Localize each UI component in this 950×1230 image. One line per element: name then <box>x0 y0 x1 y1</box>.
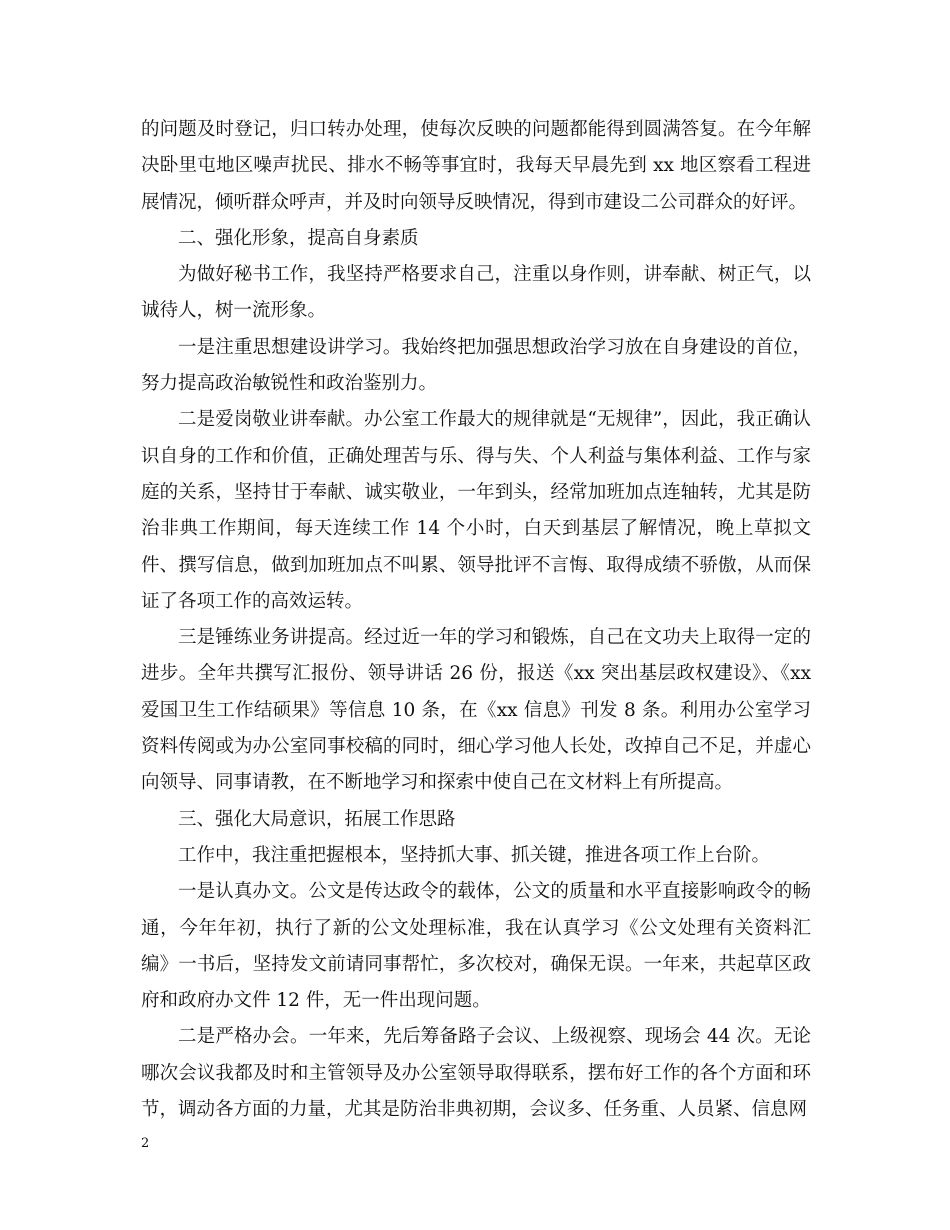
paragraph: 的问题及时登记，归口转办处理，使每次反映的问题都能得到圆满答复。在今年解决卧里屯地区噪声扰民、排水不畅等事宜时，我每天早晨先到 xx 地区察看工程进展情况，倾听群众呼声，并及时向领导反映情况，得到市建设二公司群众的好评。 <box>141 119 811 213</box>
document-body <box>141 112 811 1128</box>
paragraph: 工作中，我注重把握根本，坚持抓大事、抓关键，推进各项工作上台阶。 <box>178 844 771 866</box>
section-heading: 二、强化形象，提高自身素质 <box>178 227 419 249</box>
section-heading: 三、强化大局意识，拓展工作思路 <box>178 808 456 830</box>
page-number: 2 <box>141 1136 150 1151</box>
paragraph: 一是注重思想建设讲学习。我始终把加强思想政治学习放在自身建设的首位，努力提高政治敏锐性和政治鉴别力。 <box>141 336 811 395</box>
paragraph: 二是严格办会。一年来，先后筹备路子会议、上级视察、现场会 44 次。无论哪次会议我都及时和主管领导及办公室领导取得联系，摆布好工作的各个方面和环节，调动各方面的力量，尤其是防治非典初期，会议多、任务重、人员紧、信息网 <box>141 1026 811 1121</box>
paragraph: 一是认真办文。公文是传达政令的载体，公文的质量和水平直接影响政令的畅通，今年年初，执行了新的公文处理标准，我在认真学习《公文处理有关资料汇编》一书后，坚持发文前请同事帮忙，多次校对，确保无误。一年来，共起草区政府和政府办文件 12 件，无一件出现问题。 <box>141 881 811 1012</box>
paragraph: 二是爱岗敬业讲奉献。办公室工作最大的规律就是“无规律”，因此，我正确认识自身的工作和价值，正确处理苦与乐、得与失、个人利益与集体利益、工作与家庭的关系，坚持甘于奉献、诚实敬业，一年到头，经常加班加点连轴转，尤其是防治非典工作期间，每天连续工作 14 个小时，白天到基层了解情况，晚上草拟文件、撰写信息，做到加班加点不叫累、领导批评不言悔、取得成绩不骄傲，从而保证了各项工作的高效运转。 <box>141 409 811 612</box>
paragraph: 三是锤练业务讲提高。经过近一年的学习和锻炼，自己在文功夫上取得一定的进步。全年共撰写汇报份、领导讲话 26 份，报送《xx 突出基层政权建设》、《xx 爱国卫生工作结硕果》等信息 10 条，在《xx 信息》刊发 8 条。利用办公室学习资料传阅或为办公室同事校稿的同时，细心学习他人长处，改掉自己不足，并虚心向领导、同事请教，在不断地学习和探索中使自己在文材料上有所提高。 <box>141 627 811 794</box>
paragraph: 为做好秘书工作，我坚持严格要求自己，注重以身作则，讲奉献、树正气，以诚待人，树一流形象。 <box>141 264 811 322</box>
